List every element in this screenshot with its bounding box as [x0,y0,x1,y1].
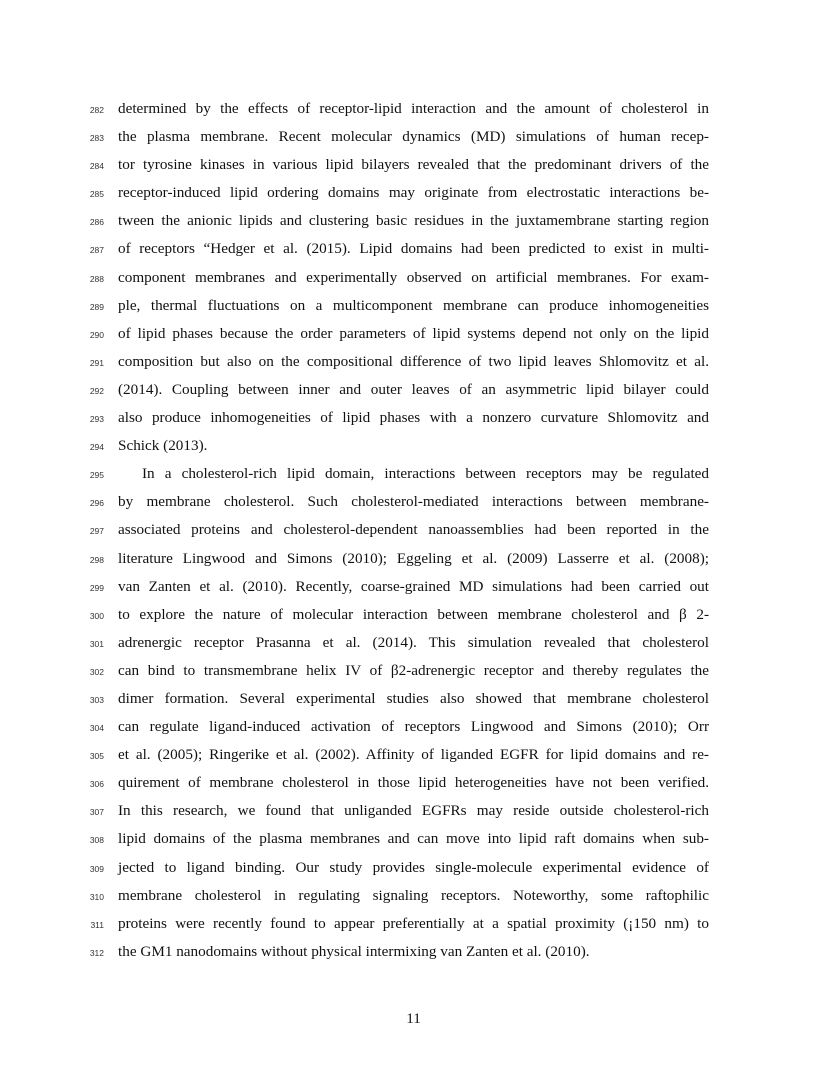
line-number: 296 [89,498,104,509]
line-text: jected to ligand binding. Our study provides single-molecule experimental evidence of [118,858,709,876]
line-text: receptor-induced lipid ordering domains may originate from electrostatic interactions be- [118,184,709,202]
line-number: 304 [89,723,104,734]
text-line [0,629,827,657]
line-number: 284 [89,161,104,172]
line-number: 301 [89,638,104,649]
text-line [0,376,827,404]
line-text: quirement of membrane cholesterol in those lipid heterogeneities have not been verified. [118,774,709,792]
line-text: In this research, we found that unliganded EGFRs may reside outside cholesterol-rich [118,802,709,820]
text-line [0,348,827,376]
text-line [0,769,827,797]
line-number: 308 [89,835,104,846]
text-line [0,685,827,713]
text-line [0,545,827,573]
line-number: 283 [89,133,104,144]
line-text: literature Lingwood and Simons (2010); Eggeling et al. (2009) Lasserre et al. (2008); [118,549,709,567]
text-line [0,488,827,516]
text-line [0,657,827,685]
line-text: also produce inhomogeneities of lipid phases with a nonzero curvature Shlomovitz and [118,409,709,427]
line-text: the plasma membrane. Recent molecular dynamics (MD) simulations of human recep- [118,128,709,146]
line-number: 311 [90,919,104,930]
line-number: 305 [89,751,104,762]
line-text: van Zanten et al. (2010). Recently, coarse-grained MD simulations had been carried out [118,577,709,595]
line-text: to explore the nature of molecular interaction between membrane cholesterol and β 2- [118,605,709,623]
line-number: 302 [89,666,104,677]
line-text: the GM1 nanodomains without physical intermixing van Zanten et al. (2010). [118,942,590,960]
text-line [0,179,827,207]
text-line [0,601,827,629]
line-text: can bind to transmembrane helix IV of β2-adrenergic receptor and thereby regulates the [118,661,709,679]
text-line [0,713,827,741]
line-text: ple, thermal fluctuations on a multicomponent membrane can produce inhomogeneities [118,296,709,314]
line-text: lipid domains of the plasma membranes and can move into lipid raft domains when sub- [118,830,709,848]
line-text: by membrane cholesterol. Such cholesterol-mediated interactions between membrane- [118,493,709,511]
line-number: 292 [89,385,104,396]
text-line [0,516,827,544]
line-text: tor tyrosine kinases in various lipid bilayers revealed that the predominant drivers of the [118,156,709,174]
line-text: associated proteins and cholesterol-dependent nanoassemblies had been reported in the [118,521,709,539]
text-line [0,95,827,123]
line-text: proteins were recently found to appear preferentially at a spatial proximity (¡150 nm) to [118,914,709,932]
line-number: 291 [89,357,104,368]
line-number: 282 [89,105,104,115]
line-number: 287 [89,245,104,256]
text-line [0,882,827,910]
text-line [0,741,827,769]
line-text: Schick (2013). [118,437,208,455]
text-line [0,825,827,853]
line-text: et al. (2005); Ringerike et al. (2002). Affinity of liganded EGFR for lipid domains and re- [118,746,709,764]
line-number: 312 [89,947,104,958]
line-number: 294 [89,442,104,453]
line-number: 299 [89,582,104,593]
text-line [0,235,827,263]
line-number: 310 [89,891,104,902]
line-number: 297 [89,526,104,537]
line-number: 286 [89,217,104,228]
text-line [0,264,827,292]
line-number: 306 [89,779,104,790]
line-number: 300 [89,610,104,621]
text-line [0,938,827,966]
line-number: 285 [89,189,104,200]
line-text: membrane cholesterol in regulating signaling receptors. Noteworthy, some raftophilic [118,886,709,904]
line-text: component membranes and experimentally observed on artificial membranes. For exam- [118,268,709,286]
line-text: determined by the effects of receptor-lipid interaction and the amount of cholesterol in [118,100,709,117]
text-line [0,910,827,938]
line-text: tween the anionic lipids and clustering basic residues in the juxtamembrane starting region [118,212,709,230]
line-text: adrenergic receptor Prasanna et al. (2014). This simulation revealed that cholesterol [118,633,709,651]
line-text: (2014). Coupling between inner and outer leaves of an asymmetric lipid bilayer could [118,380,709,398]
line-text: of receptors “Hedger et al. (2015). Lipid domains had been predicted to exist in multi- [118,240,709,258]
line-number: 288 [89,273,104,284]
line-number: 298 [89,554,104,565]
line-text: dimer formation. Several experimental studies also showed that membrane cholesterol [118,689,709,707]
text-line [0,151,827,179]
line-number: 293 [89,414,104,425]
line-text: composition but also on the compositional difference of two lipid leaves Shlomovitz et al. [118,352,709,370]
line-number: 289 [89,301,104,312]
line-number: 307 [89,807,104,818]
text-line [0,207,827,235]
text-line [0,573,827,601]
line-number: 309 [89,863,104,874]
text-line [0,432,827,460]
line-text: of lipid phases because the order parameters of lipid systems depend not only on the lipid [118,324,709,342]
body-text [0,95,827,966]
text-line [0,292,827,320]
text-line [0,404,827,432]
line-text: can regulate ligand-induced activation of receptors Lingwood and Simons (2010); Orr [118,718,709,736]
page-number: 11 [406,1010,421,1027]
text-line [0,460,827,488]
text-line [0,854,827,882]
text-line [0,797,827,825]
text-line [0,320,827,348]
line-text: In a cholesterol-rich lipid domain, interactions between receptors may be regulated [142,465,709,483]
text-line [0,123,827,151]
line-number: 295 [89,470,104,481]
line-number: 303 [89,694,104,705]
line-number: 290 [89,329,104,340]
